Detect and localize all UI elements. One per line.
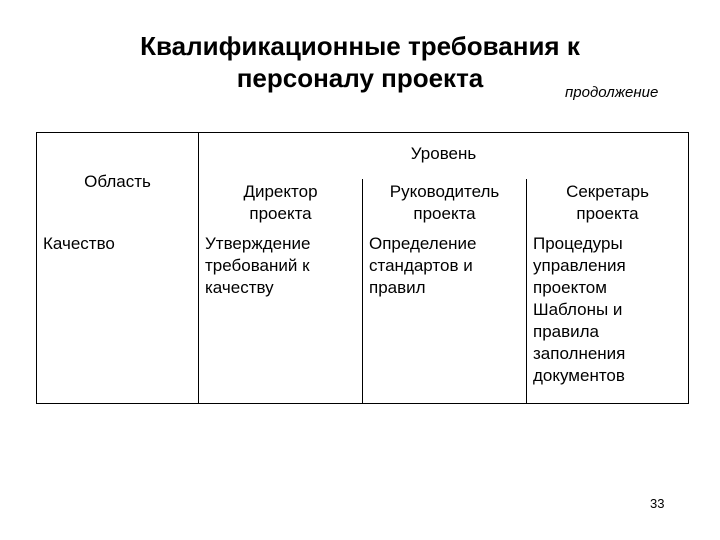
page-number: 33 (650, 496, 665, 511)
requirements-table (36, 132, 689, 404)
slide-title-line-1: Квалификационные требования к (140, 31, 580, 61)
table-row-level (37, 133, 689, 180)
table-row (37, 233, 689, 404)
column-header-manager (363, 179, 527, 233)
table-cell-text: Определение стандартов и правил (369, 234, 477, 297)
level-header-label: Уровень (410, 144, 477, 163)
table-cell-director (199, 233, 363, 404)
table-cell-manager (363, 233, 527, 404)
table-cell-text: Процедуры управления проектом Шаблоны и правила заполнения документов (533, 234, 626, 385)
row-area-label: Качество (43, 234, 115, 253)
table-cell-text: Утверждение требований к качеству (205, 234, 311, 297)
column-header-label: Секретарь проекта (566, 182, 649, 223)
level-header-cell (199, 133, 689, 180)
slide-title-line-2: персоналу проекта (236, 63, 484, 93)
area-header-label: Область (84, 172, 151, 191)
column-header-label: Директор проекта (243, 182, 318, 223)
table-cell-secretary (527, 233, 689, 404)
row-area-cell (37, 233, 199, 404)
column-header-secretary (527, 179, 689, 233)
slide-subtitle: продолжение (565, 84, 659, 101)
column-header-label: Руководитель проекта (389, 182, 500, 223)
area-header-cell (37, 133, 199, 234)
column-header-director (199, 179, 363, 233)
